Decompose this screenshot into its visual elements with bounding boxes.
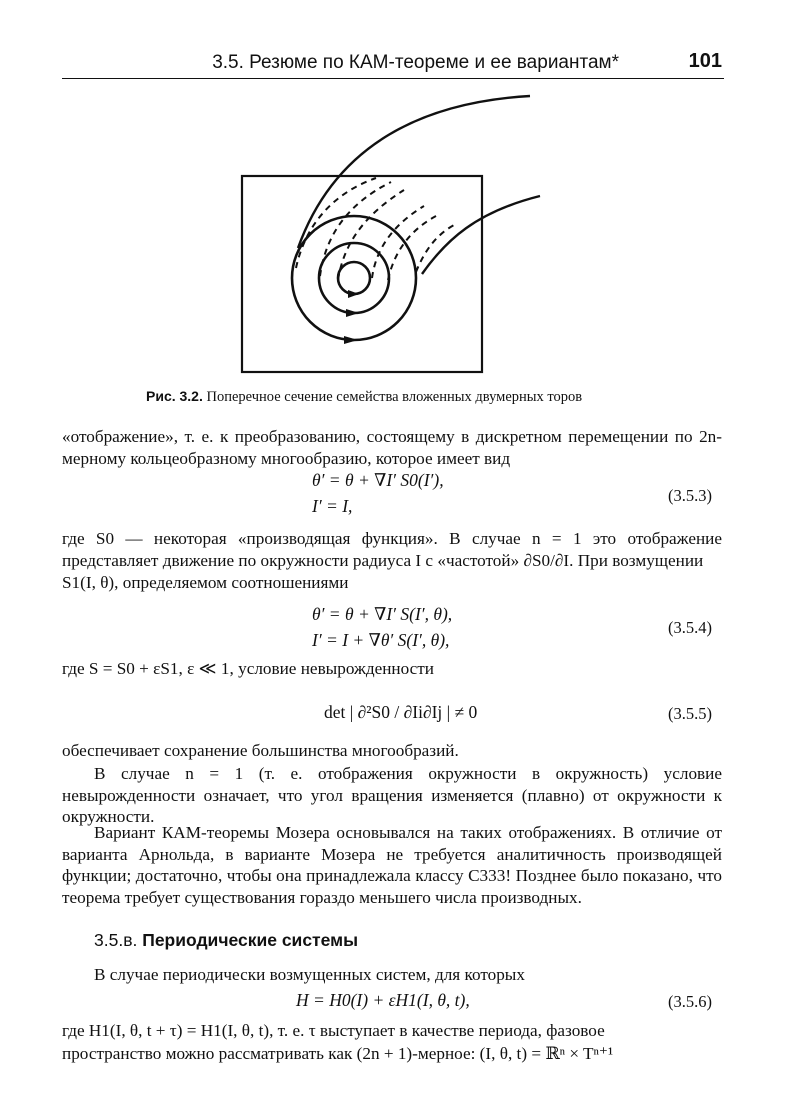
paragraph-7: В случае периодически возмущенных систем, для которых [94, 965, 525, 984]
figure-caption [146, 388, 582, 406]
paragraph-1: «отображение», т. е. к преобразованию, состоящему в дискретном перемещении по 2n-мерному кольцеобразному многообразию, которое имеет вид [62, 427, 722, 468]
equation-number: (3.5.3) [668, 486, 712, 505]
paragraph-8: где H1(I, θ, t + τ) = H1(I, θ, t), т. е. τ выступает в качестве периода, фазовое [62, 1021, 605, 1040]
paragraph-3: где S = S0 + εS1, ε ≪ 1, условие невырожденности [62, 659, 434, 678]
equation-number: (3.5.6) [668, 992, 712, 1011]
equation-3-5-5: det | ∂²S0 / ∂Ii∂Ij | ≠ 0 [324, 702, 478, 722]
tori-cross-section-figure [226, 92, 556, 382]
subsection-number: 3.5.в. [94, 930, 138, 950]
equation-number: (3.5.4) [668, 618, 712, 637]
paragraph-4: обеспечивает сохранение большинства многообразий. [62, 741, 459, 760]
paragraph-2-cont: S1(I, θ), определяемом соотношениями [62, 573, 349, 592]
subsection-title: Периодические системы [142, 930, 359, 950]
equation-number: (3.5.5) [668, 704, 712, 723]
equation-3-5-3-line-1: θ′ = θ + ∇I′ S0(I′), [312, 470, 444, 490]
running-header [62, 50, 724, 79]
equation-3-5-6: H = H0(I) + εH1(I, θ, t), [296, 990, 470, 1010]
paragraph-5: В случае n = 1 (т. е. отображения окружности в окружность) условие невырожденности означает, что угол вращения изменяется (плавно) от окружности к окружности. [62, 764, 722, 826]
orbit-arrows [344, 290, 359, 344]
section-plane [242, 176, 482, 372]
nested-orbits [292, 216, 416, 340]
equation-3-5-3-line-2: I′ = I, [312, 496, 353, 516]
paragraph-2: где S0 — некоторая «производящая функция». В случае n = 1 это отображение представляет движение по окружности радиуса I с «частотой» ∂S0/∂I. При возмущении [62, 529, 722, 570]
equation-3-5-4-line-2: I′ = I + ∇θ′ S(I′, θ), [312, 630, 450, 650]
caption-label: Рис. 3.2. [146, 388, 203, 404]
subsection-heading [94, 930, 358, 951]
dashed-torus-lines [296, 178, 456, 280]
outer-flow-curve [298, 96, 530, 248]
section-title: 3.5. Резюме по КАМ-теореме и ее вариантам* [212, 52, 619, 73]
caption-text: Поперечное сечение семейства вложенных двумерных торов [206, 389, 583, 405]
page-number: 101 [688, 50, 722, 72]
paragraph-8-cont: пространство можно рассматривать как (2n + 1)-мерное: (I, θ, t) = ℝⁿ × Tⁿ⁺¹ [62, 1044, 614, 1063]
equation-3-5-4-line-1: θ′ = θ + ∇I′ S(I′, θ), [312, 604, 453, 624]
paragraph-6: Вариант КАМ-теоремы Мозера основывался на таких отображениях. В отличие от варианта Арнольда, в варианте Мозера не требуется аналитичность производящей функции; достаточно, чтобы она принадлежала классу C333! Позднее было показано, что теорема требует существования гораздо меньшего числа производных. [62, 823, 722, 907]
